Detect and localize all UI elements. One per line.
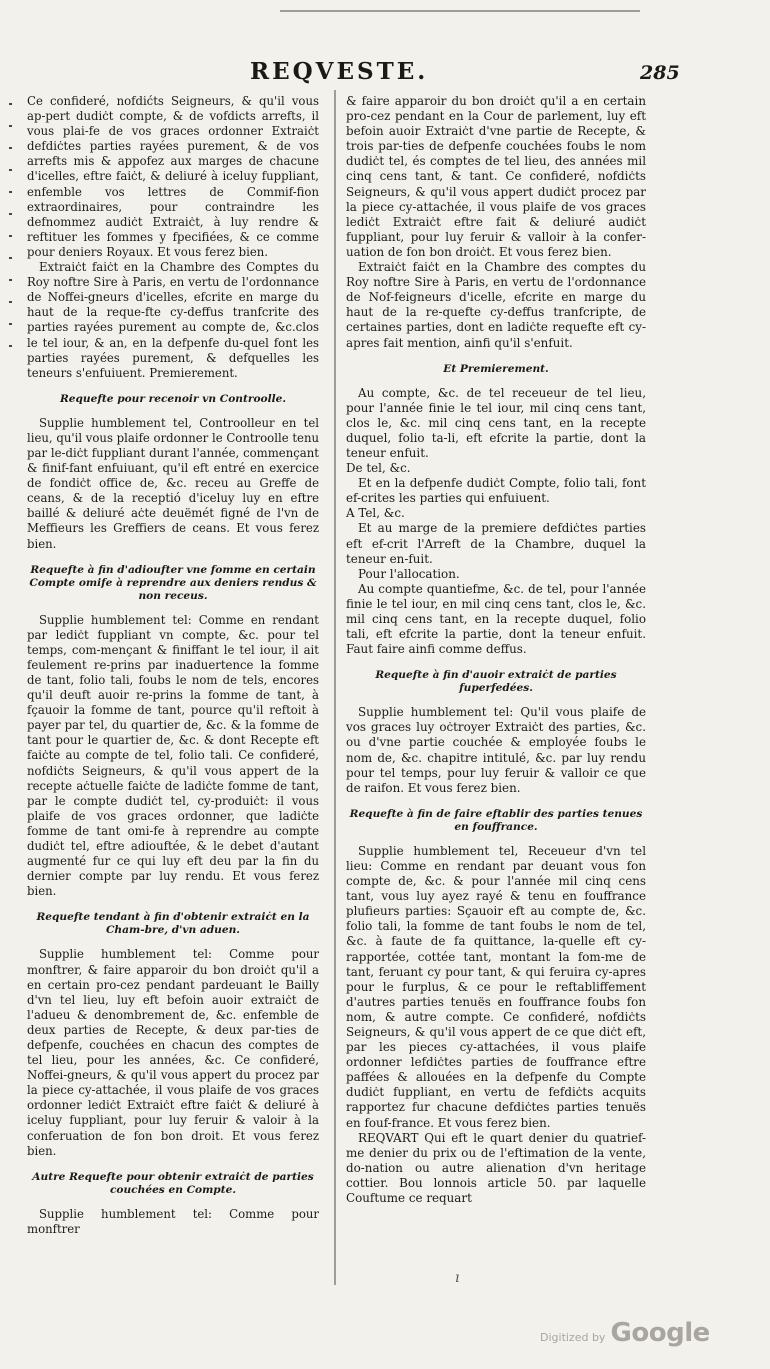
paragraph: Extraiċt faiċt en la Chambre des comptes du Roy noftre Sire à Paris, en vertu de l'ordonnance de Nof-feigneurs d'icelle, efcrite en marge du haut de la re-quefte cy-deffus tranfcripte, de certaines parties, dont en ladiċte requefte eft cy-apres fait mention, ainfi qu'il s'enfuit. xyxy=(346,260,646,350)
section-heading: Requefte à fin d'auoir extraiċt de parties fuperfedées. xyxy=(375,669,617,695)
running-head: REQVESTE. xyxy=(250,58,429,85)
paragraph: REQVART Qui eft le quart denier du quatrief-me denier du prix ou de l'eftimation de la vente, do-nation ou autre alienation d'vn heritage cottier. Bou lonnois article 50. par laquelle Couftume ce requart xyxy=(346,1130,646,1205)
google-logo: Google xyxy=(610,1318,710,1348)
paragraph: Et au marge de la premiere defdiċtes parties eft ef-crit l'Arreft de la Chambre, duquel la teneur en-fuit. xyxy=(346,521,646,566)
section-heading: Requefte à fin de faire eftablir des parties tenues en fouffrance. xyxy=(349,807,643,833)
page-number: 285 xyxy=(640,62,680,84)
paragraph: Supplie humblement tel: Qu'il vous plaife de vos graces luy oċtroyer Extraiċt des parties, &c. ou d'vne partie couchée & employée foubs le nom de, &c. chapitre intitulé, &c. par luy rendu pour tel temps, pour luy feruir & valloir ce que de raifon. Et vous ferez bien. xyxy=(346,705,646,795)
paragraph: Supplie humblement tel: Comme en rendant par lediċt fuppliant vn compte, &c. pour tel temps, com-mençant & finiffant le tel iour, il ait feulement re-prins par inaduertence la fomme de tant, folio tali, foubs le nom de tels, encores qu'il deuft auoir re-prins la fomme de tant, à fçauoir la fomme de tant, pource qu'il reftoit à payer par tel, du quartier de, &c. & la fomme de tant pour le quartier de, &c. & dont Recepte eft faiċte au compte de tel, folio tali. Ce confideré, nofdiċts Seigneurs, & qu'il vous appert de la recepte aċtuelle faiċte de ladiċte fomme de tant, par le compte dudiċt tel, cy-produiċt: il vous plaife de vos graces ordonner, que ladiċte fomme de tant omi-fe à reprendre au compte dudiċt tel, eftre adiouftée, & le debet d'autant augmenté fur ce qui luy eft deu par la fin du dernier compte par luy rendu. Et vous ferez bien. xyxy=(27,612,319,899)
right-column xyxy=(346,94,646,1206)
paragraph: Au compte, &c. de tel receueur de tel lieu, pour l'année finie le tel iour, mil cinq cens tant, clos le, &c. mil cinq cens tant, en la recepte duquel, folio ta-li, eft efcrite la partie, dont la teneur enfuit. xyxy=(346,385,646,460)
paragraph: & faire apparoir du bon droiċt qu'il a en certain pro-cez pendant en la Cour de parlement, luy eft befoin auoir Extraiċt d'vne partie de Recepte, & trois par-ties de defpenfe couchées foubs le nom dudiċt tel, és comptes de tel lieu, des années mil cinq cens tant, & tant. Ce confideré, nofdiċts Seigneurs, & qu'il vous appert dudiċt procez par la piece cy-attachée, il vous plaife de vos graces lediċt Extraiċt eftre fait & deliuré audiċt fuppliant, pour luy feruir & valloir à la confer-uation de fon bon droiċt. Et vous ferez bien. xyxy=(346,94,646,259)
watermark-prefix: Digitized by xyxy=(540,1331,606,1344)
paragraph: Extraiċt faiċt en la Chambre des Comptes du Roy noftre Sire à Paris, en vertu de l'ordonnance de Noffei-gneurs d'icelles, efcrite en marge du haut de la reque-fte cy-deffus tranfcrite des parties rayées purement au compte de, &c.clos le tel iour, & an, en la defpenfe du-quel font les parties rayées purement, & defquelles les teneurs s'enfuiuent. Premierement. xyxy=(27,260,319,380)
gutter-marks xyxy=(3,95,19,1195)
section-heading: Autre Requefte pour obtenir extraiċt de parties couchées en Compte. xyxy=(32,1170,314,1196)
left-column xyxy=(27,94,319,1237)
paragraph: Ce confideré, nofdićts Seigneurs, & qu'il vous ap-pert dudiċt compte, & de vofdicts arrefts, il vous plai-fe de vos graces ordonner Extraiċt defdiċtes parties rayées purement, & de vos arrefts mis & appofez aux marges de chacune d'icelles, eftre faiċt, & deliuré à iceluy fuppliant, enfemble vos lettres de Commif-fion extraordinaires, pour contraindre les defnommez audiċt Extraiċt, à luy rendre & reftituer les fommes y fpecifiées, & ce comme pour deniers Royaux. Et vous ferez bien. xyxy=(27,94,319,259)
paragraph: Supplie humblement tel: Comme pour monftrer xyxy=(27,1206,319,1236)
stray-mark: ı xyxy=(455,1270,460,1286)
paragraph: De tel, &c. xyxy=(346,461,411,476)
section-heading: Requefte tendant à fin d'obtenir extraiċt en la Cham-bre, d'vn aduen. xyxy=(36,911,310,937)
paragraph: A Tel, &c. xyxy=(346,506,405,521)
paragraph: Supplie humblement tel, Controolleur en tel lieu, qu'il vous plaife ordonner le Controolle tenu par le-diċt fuppliant durant l'année, commençant & finif-fant enfuiuant, qu'il eft entré en exercice de fondiċt office de, &c. receu au Greffe de ceans, & de la receptió d'iceluy luy en eftre baillé & deliuré aċte deuëmét figné de l'vn de Meffieurs les Greffiers de ceans. Et vous ferez bien. xyxy=(27,415,319,551)
paragraph: Supplie humblement tel, Receueur d'vn tel lieu: Comme en rendant par deuant vous fon compte de, &c. & pour l'année mil cinq cens tant, vous luy ayez rayé & tenu en fouffrance plufieurs parties: Sçauoir eft au compte de, &c. folio tali, la fomme de tant foubs le nom de tel, &c. à faute de fa quittance, la-quelle eft cy-rapportée, cottée tant, montant la fom-me de tant, feruant cy pour tant, & qui feruira cy-apres pour le furplus, & ce pour le reftabliffement d'autres parties tenuës en fouffrance foubs fon nom, & autre compte. Ce confideré, nofdiċts Seigneurs, & qu'il vous appert de ce que diċt eft, par les pieces cy-attachées, il vous plaife ordonner lefdiċtes parties de fouffrance eftre paffées & allouées en la defpenfe du Compte dudiċt fuppliant, en vertu de fefdiċts acquits rapportez fur chacune defdiċtes parties tenuës en fouf-france. Et vous ferez bien. xyxy=(346,843,646,1130)
paragraph: Supplie humblement tel: Comme pour monftrer, & faire apparoir du bon droiċt qu'il a en certain pro-cez pendant pardeuant le Bailly d'vn tel lieu, luy eft befoin auoir extraiċt de l'adueu & denombrement de, &c. enfemble de deux parties de Recepte, & deux par-ties de defpenfe, couchées en chacun des comptes de tel lieu, pour les années, &c. Ce confideré, Noffei-gneurs, & qu'il vous appert du procez par la piece cy-attachée, il vous plaife de vos graces ordonner lediċt Extraiċt eftre faiċt & deliuré à iceluy fuppliant, pour luy feruir & valoir à la conferuation de fon bon droit. Et vous ferez bien. xyxy=(27,947,319,1158)
paragraph: Et en la defpenfe dudiċt Compte, folio tali, font ef-crites les parties qui enfuiuent. xyxy=(346,476,646,506)
section-heading: Requefte à fin d'adioufter vne fomme en certain Compte omife à reprendre aux deniers rendus & non receus. xyxy=(29,563,317,602)
digitization-watermark xyxy=(540,1318,710,1348)
paragraph: Pour l'allocation. xyxy=(358,566,460,581)
section-heading: Et Premierement. xyxy=(443,362,549,375)
paragraph: Au compte quantiefme, &c. de tel, pour l'année finie le tel iour, en mil cinq cens tant, clos le, &c. mil cinq cens tant, en la recepte duquel, folio tali, eft efcrite la partie, dont la teneur enfuit. Faut faire ainfi comme deffus. xyxy=(346,581,646,657)
section-heading: Requefte pour recenoir vn Controolle. xyxy=(59,392,287,405)
top-edge-rule xyxy=(280,0,640,12)
page-header xyxy=(0,58,770,88)
column-divider xyxy=(334,90,336,1285)
